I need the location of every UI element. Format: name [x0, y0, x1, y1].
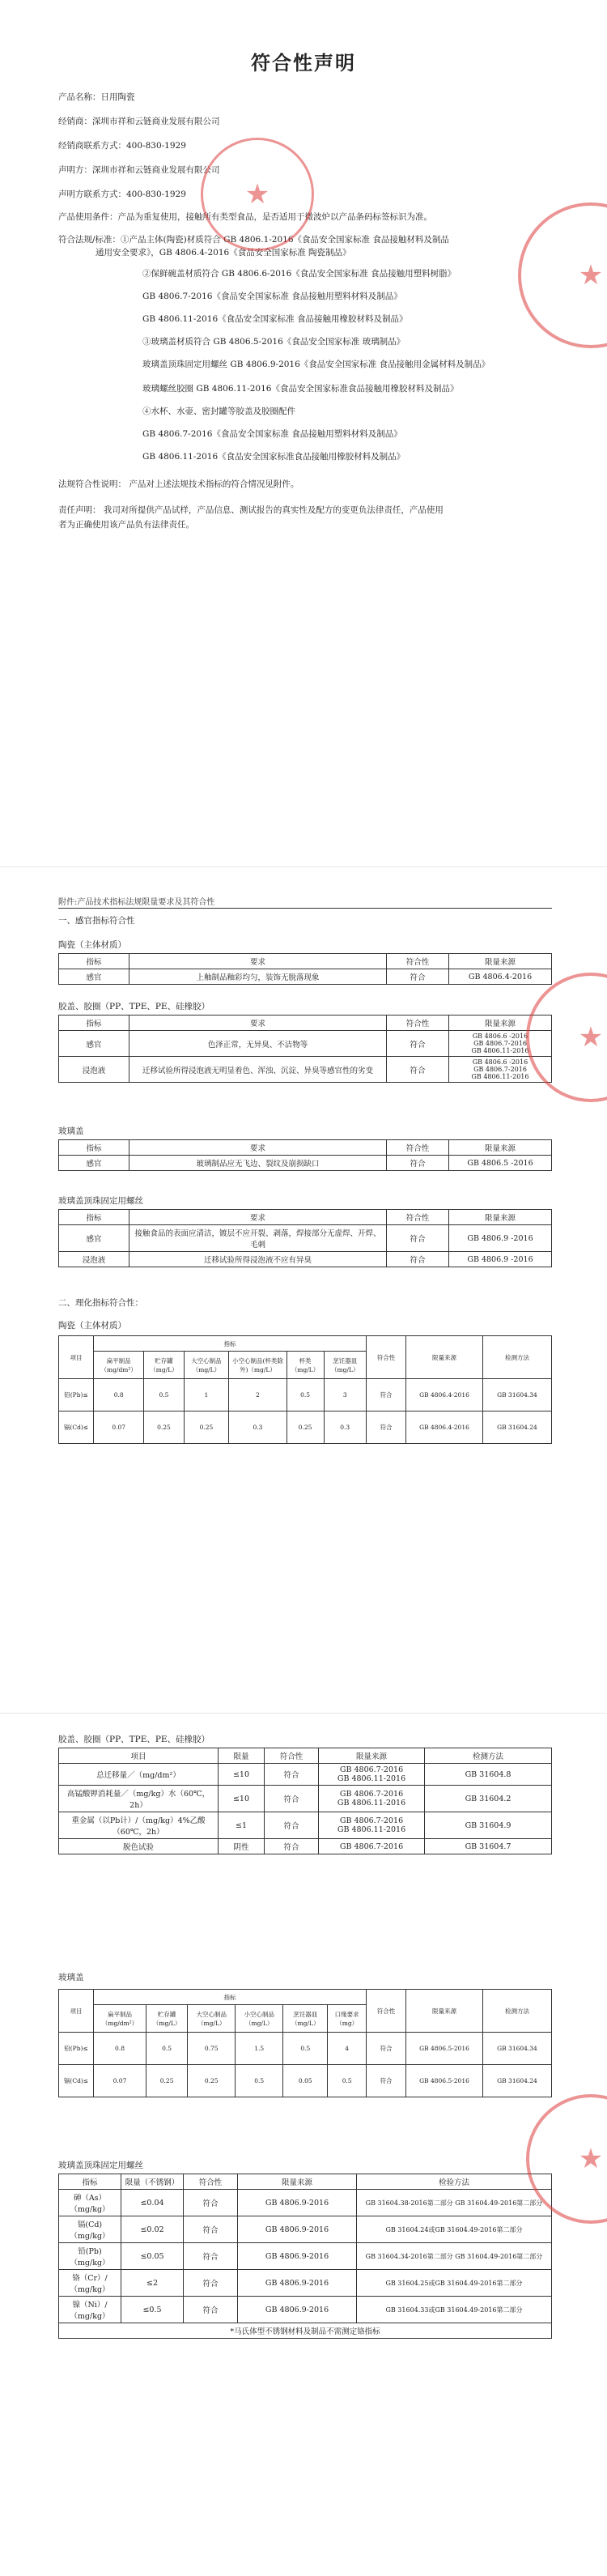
- table-cell: ≤0.05: [121, 2243, 184, 2270]
- col-header: 指标: [59, 1015, 129, 1031]
- header-rule: [58, 908, 552, 909]
- material-label: 玻璃盖顶珠固定用螺丝: [58, 1196, 143, 1206]
- table-cell: 铅(Pb)≤: [59, 1379, 94, 1411]
- product-name: 产品名称：日用陶瓷: [58, 92, 135, 102]
- col-header: 贮存罐（mg/L）: [146, 2005, 188, 2033]
- attachment-header: 附件:产品技术指标法规限量要求及其符合性: [58, 898, 215, 907]
- table-cell: 0.25: [146, 2065, 188, 2097]
- reg-line: ④水杯、水壶、密封罐等胶盖及胶圈配件: [142, 407, 295, 416]
- table-cell: 符合: [367, 1411, 406, 1444]
- table-cell: 0.75: [188, 2033, 236, 2065]
- col-header: 限量来源: [319, 1748, 425, 1764]
- table-cell: GB 31604.8: [425, 1764, 552, 1786]
- table-row: [59, 2190, 552, 2216]
- table-cell: GB 31604.38-2016第二部分 GB 31604.49-2016第二部分: [357, 2190, 552, 2216]
- table-row: [59, 1057, 552, 1083]
- table-cell: 0.07: [94, 2065, 146, 2097]
- table-cell: 0.25: [287, 1411, 324, 1444]
- table-cell: 镉(Cd)≤: [59, 2065, 94, 2097]
- col-header: 限量: [219, 1748, 265, 1764]
- sensory-table-screw: [58, 1209, 552, 1267]
- table-row: [59, 2297, 552, 2323]
- table-cell: 0.8: [94, 2033, 146, 2065]
- table-cell: 符合: [387, 969, 449, 985]
- attachment-page: [0, 866, 607, 1697]
- table-cell: 镍（Ni）/（mg/kg）: [59, 2297, 121, 2323]
- table-cell: GB 4806.6 -2016 GB 4806.7-2016 GB 4806.11-2016: [449, 1031, 552, 1057]
- table-cell: 3: [324, 1379, 367, 1411]
- company-seal: ★: [526, 973, 607, 1102]
- table-row: [59, 1839, 552, 1854]
- table-row: [59, 1031, 552, 1057]
- col-header: 指标: [59, 2174, 121, 2190]
- table-cell: GB 4806.9-2016: [238, 2270, 357, 2297]
- sensory-table-ceramic: [58, 953, 552, 985]
- table-cell: 0.25: [184, 1411, 229, 1444]
- table-cell: 符合: [265, 1764, 319, 1786]
- table-cell: GB 4806.7-2016 GB 4806.11-2016: [319, 1786, 425, 1812]
- table-cell: 0.5: [283, 2033, 328, 2065]
- table-cell: 浸泡液: [59, 1057, 129, 1083]
- sensory-table-glass: [58, 1139, 552, 1171]
- table-cell: 符合: [184, 2190, 238, 2216]
- table-cell: 0.25: [144, 1411, 184, 1444]
- table-row: [59, 2033, 552, 2065]
- table-cell: ≤0.02: [121, 2216, 184, 2243]
- table-cell: 感官: [59, 969, 129, 985]
- col-header: 项目: [59, 1748, 219, 1764]
- physchem-table-glass: [58, 1989, 552, 2097]
- table-cell: GB 31604.7: [425, 1839, 552, 1854]
- table-cell: 镉(Cd)（mg/kg）: [59, 2216, 121, 2243]
- table-cell: 符合: [367, 2033, 406, 2065]
- table-row: [59, 1379, 552, 1411]
- table-row: [59, 2270, 552, 2297]
- table-cell: 符合: [387, 1031, 449, 1057]
- section-heading: 一、感官指标符合性: [58, 916, 135, 926]
- material-label: 玻璃盖: [58, 1126, 84, 1136]
- table-cell: GB 31604.24或GB 31604.49-2016第二部分: [357, 2216, 552, 2243]
- table-cell: 符合: [367, 1379, 406, 1411]
- distributor-phone: 经销商联系方式：400-830-1929: [58, 141, 186, 151]
- col-header: 符合性: [387, 954, 449, 969]
- table-cell: ≤0.04: [121, 2190, 184, 2216]
- table-row: [59, 1225, 552, 1252]
- col-header: 项目: [59, 1336, 94, 1379]
- table-cell: ≤2: [121, 2270, 184, 2297]
- table-cell: ≤10: [219, 1764, 265, 1786]
- col-header: 小空心制品（mg/L）: [236, 2005, 283, 2033]
- table-row: [59, 1411, 552, 1444]
- declarant: 声明方：深圳市祥和云链商业发展有限公司: [58, 165, 220, 175]
- table-footnote: *马氏体型不锈钢材料及制品不需测定铬指标: [59, 2323, 552, 2339]
- table-row: [59, 1252, 552, 1267]
- liability-line: 责任声明： 我司对所提供产品试样，产品信息、测试报告的真实性及配方的变更负法律责任，产品使用: [58, 505, 444, 515]
- col-header: 项目: [59, 1990, 94, 2033]
- liability-line: 者为正确使用该产品负有法律责任。: [58, 520, 194, 530]
- col-header: 限量来源: [449, 1210, 552, 1225]
- col-header: 检测方法: [425, 1748, 552, 1764]
- col-header: 要求: [129, 1210, 387, 1225]
- col-header: 烹饪器皿（mg/L）: [283, 2005, 328, 2033]
- distributor: 经销商：深圳市祥和云链商业发展有限公司: [58, 117, 220, 126]
- table-cell: 符合: [184, 2216, 238, 2243]
- table-cell: GB 4806.9-2016: [238, 2216, 357, 2243]
- table-cell: 符合: [387, 1156, 449, 1171]
- col-header: 指标: [59, 1210, 129, 1225]
- table-cell: 0.5: [328, 2065, 367, 2097]
- table-cell: GB 4806.9 -2016: [449, 1225, 552, 1252]
- table-cell: 高锰酸钾消耗量／（mg/kg）水（60℃，2h）: [59, 1786, 219, 1812]
- declaration-page: [0, 0, 607, 850]
- reg-line: 通用安全要求》，GB 4806.4-2016《食品安全国家标准 陶瓷制品》: [96, 248, 351, 258]
- table-row: [59, 2216, 552, 2243]
- table-cell: 色泽正常，无异臭、不洁物等: [129, 1031, 387, 1057]
- table-cell: 0.07: [94, 1411, 144, 1444]
- material-label: 陶瓷（主体材质）: [58, 940, 126, 950]
- material-label: 玻璃盖: [58, 1973, 84, 1982]
- section-heading: 二、理化指标符合性：: [58, 1298, 143, 1308]
- table-row: [59, 1156, 552, 1171]
- table-cell: 0.3: [229, 1411, 287, 1444]
- table-cell: 符合: [265, 1786, 319, 1812]
- reg-line: 符合法规/标准：①产品主体(陶瓷)材质符合 GB 4806.1-2016《食品安全国家标准 食品接触材料及制品: [58, 235, 449, 245]
- table-cell: GB 31604.24: [483, 1411, 552, 1444]
- table-cell: ≤1: [219, 1812, 265, 1839]
- sensory-table-rubber: [58, 1015, 552, 1083]
- table-cell: 符合: [184, 2243, 238, 2270]
- page-title: 符合性声明: [251, 51, 356, 75]
- col-header: 指标: [59, 1140, 129, 1156]
- material-label: 玻璃盖顶珠固定用螺丝: [58, 2161, 143, 2170]
- material-label: 陶瓷（主体材质）: [58, 1321, 126, 1331]
- table-cell: 符合: [265, 1812, 319, 1839]
- col-header: 小空心制品(杯类除外)（mg/L）: [229, 1352, 287, 1379]
- col-header: 限量来源: [449, 1015, 552, 1031]
- table-cell: GB 4806.7-2016 GB 4806.11-2016: [319, 1812, 425, 1839]
- table-cell: 阴性: [219, 1839, 265, 1854]
- col-header: 要求: [129, 954, 387, 969]
- col-header: 检验方法: [357, 2174, 552, 2190]
- col-header: 限量来源: [406, 1990, 483, 2033]
- table-cell: 上釉制品釉彩均匀，装饰无脱落现象: [129, 969, 387, 985]
- table-cell: GB 31604.24: [483, 2065, 552, 2097]
- table-cell: 0.3: [324, 1411, 367, 1444]
- group-header: 指标: [94, 1336, 367, 1352]
- table-cell: GB 31604.34: [483, 2033, 552, 2065]
- table-cell: 0.8: [94, 1379, 144, 1411]
- col-header: 限量来源: [238, 2174, 357, 2190]
- table-cell: GB 31604.2: [425, 1786, 552, 1812]
- declarant-phone: 声明方联系方式：400-830-1929: [58, 189, 186, 199]
- table-cell: GB 31604.34-2016第二部分 GB 31604.49-2016第二部分: [357, 2243, 552, 2270]
- table-cell: 玻璃制品应无飞边、裂纹及崩损缺口: [129, 1156, 387, 1171]
- col-header: 符合性: [387, 1210, 449, 1225]
- reg-line: GB 4806.7-2016《食品安全国家标准 食品接触用塑料材料及制品》: [142, 292, 402, 301]
- table-row: [59, 1786, 552, 1812]
- table-cell: GB 31604.25或GB 31604.49-2016第二部分: [357, 2270, 552, 2297]
- usage-conditions: 产品使用条件：产品为重复使用，接触所有类型食品，是否适用于微波炉以产品条码标签标识为准。: [58, 212, 432, 222]
- table-cell: 符合: [387, 1057, 449, 1083]
- col-header: 贮存罐（mg/L）: [144, 1352, 184, 1379]
- table-cell: 0.5: [236, 2065, 283, 2097]
- col-header: 符合性: [367, 1336, 406, 1379]
- table-cell: 铅(Pb)（mg/kg）: [59, 2243, 121, 2270]
- col-header: 扁平制品（mg/dm²）: [94, 2005, 146, 2033]
- table-cell: 接触食品的表面应清洁，镀层不应开裂、剥落，焊接部分无虚焊、开焊、毛刺: [129, 1225, 387, 1252]
- table-row: [59, 2243, 552, 2270]
- col-header: 扁平制品（mg/dm²）: [94, 1352, 144, 1379]
- reg-line: 玻璃盖顶珠固定用螺丝 GB 4806.9-2016《食品安全国家标准 食品接触用金属材料及制品》: [142, 360, 490, 369]
- metal-table-screw: [58, 2174, 552, 2339]
- table-cell: 感官: [59, 1031, 129, 1057]
- table-cell: 2: [229, 1379, 287, 1411]
- col-header: 要求: [129, 1140, 387, 1156]
- table-cell: 符合: [387, 1225, 449, 1252]
- table-cell: 0.5: [146, 2033, 188, 2065]
- col-header: 杯类（mg/L）: [287, 1352, 324, 1379]
- table-cell: GB 4806.4-2016: [406, 1379, 483, 1411]
- table-row: [59, 2065, 552, 2097]
- table-cell: 0.5: [144, 1379, 184, 1411]
- reg-line: 玻璃螺丝胶圈 GB 4806.11-2016《食品安全国家标准食品接触用橡胶材料及制品》: [142, 384, 459, 394]
- table-cell: GB 31604.9: [425, 1812, 552, 1839]
- company-seal: ★: [526, 2094, 607, 2224]
- table-cell: 总迁移量／（mg/dm²）: [59, 1764, 219, 1786]
- table-cell: GB 4806.6 -2016 GB 4806.7-2016 GB 4806.11-2016: [449, 1057, 552, 1083]
- table-cell: ≤10: [219, 1786, 265, 1812]
- compliance-note: 法规符合性说明： 产品对上述法规技术指标的符合情况见附件。: [58, 479, 299, 489]
- table-cell: 1: [184, 1379, 229, 1411]
- table-cell: 符合: [265, 1839, 319, 1854]
- table-cell: 镉(Cd)≤: [59, 1411, 94, 1444]
- table-cell: 1.5: [236, 2033, 283, 2065]
- col-header: 符合性: [184, 2174, 238, 2190]
- col-header: 限量来源: [449, 1140, 552, 1156]
- table-cell: GB 4806.4-2016: [406, 1411, 483, 1444]
- group-header: 指标: [94, 1990, 367, 2005]
- table-cell: GB 4806.9-2016: [238, 2297, 357, 2323]
- table-cell: ≤0.5: [121, 2297, 184, 2323]
- col-header: 符合性: [367, 1990, 406, 2033]
- table-cell: 砷（As）（mg/kg）: [59, 2190, 121, 2216]
- reg-line: ③玻璃盖材质符合 GB 4806.5-2016《食品安全国家标准 玻璃制品》: [142, 337, 405, 347]
- physchem-table-rubber: [58, 1748, 552, 1854]
- table-cell: GB 4806.9 -2016: [449, 1252, 552, 1267]
- table-cell: GB 4806.5 -2016: [449, 1156, 552, 1171]
- table-cell: GB 4806.4-2016: [449, 969, 552, 985]
- reg-line: GB 4806.11-2016《食品安全国家标准 食品接触用橡胶材料及制品》: [142, 314, 408, 324]
- col-header: 烹饪器皿（mg/L）: [324, 1352, 367, 1379]
- reg-line: ②保鲜碗盖材质符合 GB 4806.6-2016《食品安全国家标准 食品接触用塑料树脂》: [142, 269, 456, 279]
- table-cell: GB 4806.7-2016: [319, 1839, 425, 1854]
- reg-line: GB 4806.11-2016《食品安全国家标准食品接触用橡胶材料及制品》: [142, 452, 405, 462]
- table-cell: 0.25: [188, 2065, 236, 2097]
- col-header: 大空心制品（mg/L）: [188, 2005, 236, 2033]
- col-header: 符合性: [387, 1140, 449, 1156]
- table-cell: GB 4806.9-2016: [238, 2190, 357, 2216]
- table-cell: 感官: [59, 1225, 129, 1252]
- table-cell: 浸泡液: [59, 1252, 129, 1267]
- table-cell: GB 4806.5-2016: [406, 2033, 483, 2065]
- table-cell: 迁移试验所得浸泡液不应有异臭: [129, 1252, 387, 1267]
- col-header: 限量来源: [406, 1336, 483, 1379]
- col-header: 要求: [129, 1015, 387, 1031]
- table-row: [59, 2323, 552, 2339]
- table-cell: 符合: [184, 2270, 238, 2297]
- table-cell: 脱色试验: [59, 1839, 219, 1854]
- col-header: 符合性: [265, 1748, 319, 1764]
- table-row: [59, 1812, 552, 1839]
- table-cell: 4: [328, 2033, 367, 2065]
- col-header: 指标: [59, 954, 129, 969]
- table-cell: 0.5: [287, 1379, 324, 1411]
- table-cell: 迁移试验所得浸泡液无明显着色、浑浊、沉淀、异臭等感官性的劣变: [129, 1057, 387, 1083]
- col-header: 限量来源: [449, 954, 552, 969]
- physchem-table-ceramic: [58, 1335, 552, 1444]
- table-cell: GB 31604.34: [483, 1379, 552, 1411]
- table-row: [59, 1764, 552, 1786]
- table-cell: GB 4806.7-2016 GB 4806.11-2016: [319, 1764, 425, 1786]
- table-cell: 符合: [367, 2065, 406, 2097]
- col-header: 大空心制品（mg/L）: [184, 1352, 229, 1379]
- table-cell: 符合: [184, 2297, 238, 2323]
- material-label: 胶盖、胶圈（PP、TPE、PE、硅橡胶）: [58, 1002, 210, 1011]
- col-header: 检测方法: [483, 1336, 552, 1379]
- table-row: [59, 969, 552, 985]
- reg-line: GB 4806.7-2016《食品安全国家标准 食品接触用塑料材料及制品》: [142, 429, 402, 439]
- col-header: 检测方法: [483, 1990, 552, 2033]
- table-cell: 感官: [59, 1156, 129, 1171]
- col-header: 口缘要求（mg）: [328, 2005, 367, 2033]
- table-cell: GB 31604.33或GB 31604.49-2016第二部分: [357, 2297, 552, 2323]
- company-seal: ★: [201, 138, 314, 251]
- table-cell: 铬（Cr）/（mg/kg）: [59, 2270, 121, 2297]
- table-cell: 0.05: [283, 2065, 328, 2097]
- table-cell: 铅(Pb)≤: [59, 2033, 94, 2065]
- table-cell: 符合: [387, 1252, 449, 1267]
- attachment-page: [0, 1713, 607, 2576]
- table-cell: GB 4806.9-2016: [238, 2243, 357, 2270]
- table-cell: 重金属（以Pb计）/（mg/kg）4%乙酸（60℃，2h）: [59, 1812, 219, 1839]
- col-header: 符合性: [387, 1015, 449, 1031]
- col-header: 限量（不锈钢）: [121, 2174, 184, 2190]
- material-label: 胶盖、胶圈（PP、TPE、PE、硅橡胶）: [58, 1735, 210, 1744]
- company-seal: ★: [518, 202, 607, 348]
- table-cell: GB 4806.5-2016: [406, 2065, 483, 2097]
